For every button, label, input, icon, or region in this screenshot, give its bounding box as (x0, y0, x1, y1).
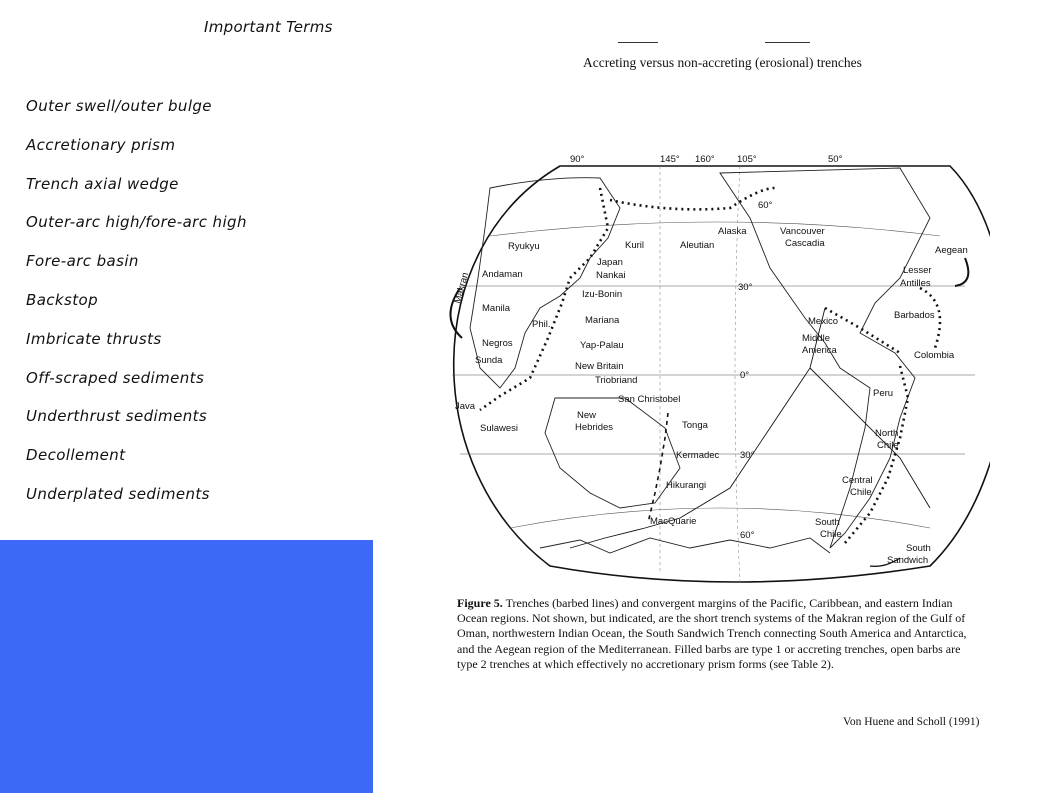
trench-map (430, 128, 990, 588)
world-map-svg (430, 128, 990, 588)
figure-caption (457, 596, 977, 672)
trench-label: Peru (873, 388, 894, 399)
trench-label: Antilles (900, 278, 931, 289)
trench-label: San Christobel (618, 394, 681, 405)
trench-label: Ryukyu (508, 241, 540, 252)
term-item: Outer swell/outer bulge (26, 97, 212, 115)
trench-label: MacQuarie (650, 516, 697, 527)
trench-label: Middle (802, 333, 830, 344)
trench-label: Sandwich (887, 555, 929, 566)
trench-label: Lesser (903, 265, 932, 276)
trench-label: Tonga (682, 420, 708, 431)
trench-label: Chile (850, 487, 872, 498)
graticule (510, 508, 930, 528)
trench-label: Central (842, 475, 873, 486)
terms-title: Important Terms (204, 18, 333, 36)
scan-dash (765, 42, 810, 43)
trench-label: Izu-Bonin (582, 289, 623, 300)
trench-label: Sunda (475, 355, 503, 366)
scan-dash (618, 42, 658, 43)
trench-tonga (648, 413, 668, 523)
lat-label: 60° (758, 200, 773, 211)
trench-label: America (802, 345, 837, 356)
arrow-aegean (955, 258, 968, 286)
term-item: Outer-arc high/fore-arc high (26, 213, 247, 232)
trench-label: Chile (877, 440, 899, 451)
trench-label: Mexico (808, 316, 839, 327)
trench-label: Aegean (935, 245, 968, 256)
trench-label: Mariana (585, 315, 620, 326)
trench-label: North (875, 428, 899, 439)
caption-label: Figure 5. (457, 596, 503, 610)
lat-label: 30° (740, 450, 755, 461)
trench-label: South (815, 517, 840, 528)
trench-label: Hikurangi (666, 480, 707, 491)
trench-label: Triobriand (595, 375, 638, 386)
term-item: Off-scraped sediments (26, 368, 205, 387)
trench-label: Barbados (894, 310, 935, 321)
trench-label: Aleutian (680, 240, 715, 251)
terms-list (26, 94, 247, 521)
trench-label: New Britain (575, 361, 624, 372)
figure-heading: Accreting versus non-accreting (erosional) trenches (583, 55, 862, 70)
trench-label: Makran (452, 271, 472, 305)
term-item: Decollement (26, 446, 126, 465)
citation: Von Huene and Scholl (1991) (843, 716, 980, 728)
trench-label: Vancouver (780, 226, 825, 237)
trench-label: Cascadia (785, 238, 825, 249)
lat-label: 30° (738, 282, 753, 293)
trench-label: Alaska (718, 226, 747, 237)
trench-label: Chile (820, 529, 842, 540)
lon-label: 105° (737, 154, 757, 165)
trench-label: Phil. (532, 319, 551, 330)
term-item: Backstop (26, 290, 99, 309)
trench-label: Andaman (482, 269, 523, 280)
trench-label: Japan (597, 257, 623, 268)
lon-label: 160° (695, 154, 715, 165)
term-item: Accretionary prism (26, 135, 176, 154)
trench-label: Yap-Palau (580, 340, 624, 351)
blue-panel (0, 540, 373, 793)
trench-label: Kuril (625, 240, 645, 251)
term-item: Imbricate thrusts (26, 329, 162, 348)
graticule (490, 222, 940, 236)
trench-label: Java (455, 401, 476, 412)
landmass-antarctica (540, 538, 830, 553)
term-item: Trench axial wedge (26, 174, 179, 193)
trench-aleutian (610, 188, 775, 209)
term-item: Underthrust sediments (26, 407, 208, 426)
trench-label: Kermadec (676, 450, 720, 461)
term-item: Underplated sediments (26, 484, 210, 503)
trench-label: Manila (482, 303, 510, 314)
term-item: Fore-arc basin (26, 252, 139, 271)
trench-label: South (906, 543, 931, 554)
lat-label: 0° (740, 370, 750, 381)
trench-label: New (577, 410, 597, 421)
lon-label: 90° (570, 154, 585, 165)
lat-label: 60° (740, 530, 755, 541)
trench-label: Sulawesi (480, 423, 519, 434)
lon-label: 50° (828, 154, 843, 165)
trench-label: Hebrides (575, 422, 614, 433)
trench-label: Nankai (596, 270, 626, 281)
trench-label: Negros (482, 338, 513, 349)
trench-label: Colombia (914, 350, 955, 361)
lon-label: 145° (660, 154, 680, 165)
caption-text: Trenches (barbed lines) and convergent margins of the Pacific, Caribbean, and eastern Indian Ocean regions. Not shown, but indicated, are the short trench systems of the Makran region of the Gulf of Oman, northwestern Indian Ocean, the South Sandwich Trench connecting South America and Antarctica, and the Aegean region of the Mediterranean. Filled barbs are type 1 or accreting trenches, open barbs are type 2 trenches at which effectively no accretionary prism forms (see Table 2). (457, 596, 967, 671)
